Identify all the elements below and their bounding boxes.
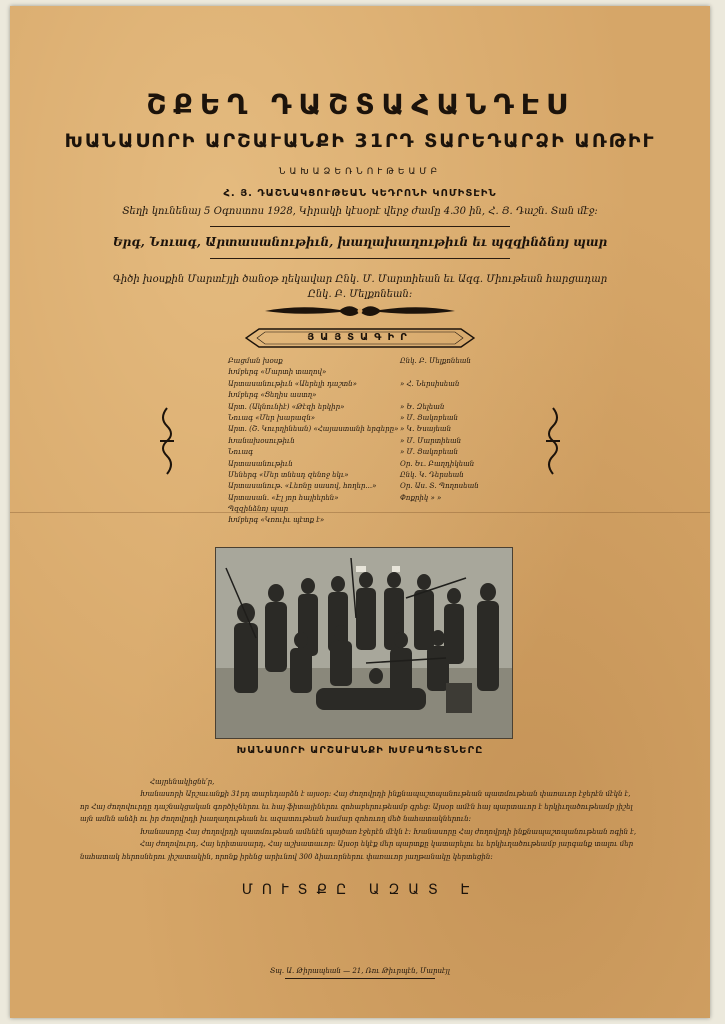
divider-line [210,226,510,227]
program-row [228,505,528,516]
right-flourish-icon [543,406,563,476]
program-item: Արտասանութ. «Լեռնը սասով, հողեր...» [228,482,377,491]
poster-subtitle: ԽԱՆԱՍՈՐԻ ԱՐՇԱՒԱՆՔԻ 31ՐԴ ՏԱՐԵԴԱՐՁԻ ԱՌԹԻՒ [64,130,656,152]
program-heading [245,328,475,348]
program-item: Նուագ «Մեր խարազն» [228,413,316,422]
program-list [228,357,528,528]
greeting: Հայրենակիցնե՛ր, [150,778,215,786]
body-paragraph: Հայ ժողովուրդ, Հայ երիտասարդ, Հայ աշխատաւոր: Այսօր եկէք մեր պարտքը կատարելու եւ երկիւղածութեամբ յարգանք տալու մեր նահատակ հերոսներու յիշատակին, որոնք իրենց արիւնով 300 ձիաւորներու փառաւոր յաղթանակը կերտեցին: [80,840,634,861]
event-date-line: Տեղի կունենայ 5 Օգոստոս 1928, Կիրակի կէսօրէ վերջ ժամը 4.30 ին, Հ. Յ. Դաշն. Տան մէջ: [122,206,598,217]
program-row [228,471,528,482]
program-row [228,425,528,436]
program-row [228,403,528,414]
program-performer: » Հ. Ներսիսեան [400,379,460,388]
program-item: Խանախօսութիւն [228,436,295,445]
speech-line-2: Ընկ. Բ. Մելքոնեան: [307,289,413,300]
program-performer: Օր. Եւ. Բաղդիկեան [400,459,475,468]
program-performer: » Մ. Մարտիեան [400,436,462,445]
left-flourish-icon [157,406,177,476]
program-row [228,482,528,493]
body-paragraph: Խանասորի Արշաւանքի 31րդ տարեդարձն է այսօր: Հայ ժողովրդի ինքնապաշտպանութեան պատմութեան փառաւոր էջերէն մէկն է, որ Հայ ժողովուրդը դաշնակցական գործիչներու եւ հայ ֆիտայիներու զոհաբերութեամբ գրեց: Այսօր ամէն հայ պարտաւոր է երկիւղածութեամբ յիշել այն ամեն անձի ու իր ժողովրդի խաղաղութեան եւ ազատութեան համար զոհուող մեծ նահատակներուն: [80,790,633,824]
program-performer: » Մ. Յակոբեան [400,448,458,457]
body-paragraph: Խանասորը Հայ ժողովրդի պատմութեան ամենէն պայծառ էջերէն մէկն է: Խանասորը Հայ ժողովրդի ինքնապաշտպանութեան ոգին է, [140,828,637,836]
divider-line [210,258,510,259]
program-row [228,391,528,402]
program-performer: » Մ. Յակոբեան [400,413,458,422]
program-summary: Երգ, Նուագ, Արտասանութիւն, խաղախաղութիւն եւ պզզինձնոյ պար [112,235,608,249]
ornament-divider-icon [260,300,460,322]
program-performer: Ընկ. Կ. Դերսեան [400,470,464,479]
printer-imprint: Տպ. Ա. Թիրապեան — 21, Ռու Թիւրպէն, Մարսէյլ [270,967,450,975]
program-row [228,380,528,391]
program-item: Խմբերգ «Կռուիւ պէտք է» [228,516,325,525]
program-item: Նուագ [228,448,253,457]
organizer-name: Հ. Յ. ԴԱՇՆԱԿՑՈՒԹԵԱՆ ԿԵԴՐՈՆԻ ԿՈՄԻՏԷԻՆ [223,188,497,199]
poster-sheet [10,6,710,1018]
program-performer: Ընկ. Բ. Մելքոնեան [400,357,471,365]
program-row [228,414,528,425]
program-performer: Փոքրիկ » » [400,493,442,502]
commanders-photo [215,547,513,739]
poster-title: ՇՔԵՂ ԴԱՇՏԱՀԱՆԴԷՍ [146,88,574,121]
group-photo-image [216,548,512,738]
program-row [228,494,528,505]
program-row [228,448,528,459]
photo-caption: ԽԱՆԱՍՈՐԻ ԱՐՇԱՒԱՆՔԻ ԽՄԲԱՊԵՏՆԵՐԸ [236,745,484,756]
program-row [228,437,528,448]
program-item: Արտ. (Շ. Կուրղինեան) «Հայաստանի երգերը» [228,425,399,434]
program-item: Խմբերգ «Ցեղիս աստղ» [228,391,317,400]
program-performer: » Ե. Զելեան [400,402,445,411]
program-item: Արտասանութիւն [228,459,293,468]
program-item: Բացման խօսք [228,357,283,365]
program-item: Արտ. (Ակնունիէ) «Թէզի երկիր» [228,402,345,411]
program-item: Արտասան. «Էլ յոր հայիերեն» [228,493,339,502]
free-entry-notice: ՄՈՒՏՔԸ ԱԶԱՏ Է [241,882,479,898]
program-heading-text: ՅԱՅՏԱԳԻՐ [307,332,413,343]
program-performer: Օր. Աս. Տ. Պողոսեան [400,482,479,491]
program-performer: » Կ. Եսայեան [400,425,452,434]
speech-line-1: Գիծի խօսքին Մարտէյլի ծանօթ ղեկավար Ընկ. Մ. Մարտիեան եւ Ազգ. Միութեան հարցադար [112,274,608,285]
program-item: Պզզինձնոյ պար [228,505,289,514]
program-row [228,357,528,368]
program-row [228,460,528,471]
program-row [228,368,528,379]
program-item: Արտասանութիւն «Աերելի դաշտն» [228,379,357,388]
program-row [228,516,528,527]
divider-line [285,978,435,979]
organizer-intro: ՆԱԽԱՁԵՌՆՈՒԹԵԱՄԲ [278,167,442,177]
program-item: Մեներգ «Մեր տնեսդ զենոջ եկւ» [228,470,349,479]
program-item: Խմբերգ «Մարտի տաղով» [228,368,327,377]
